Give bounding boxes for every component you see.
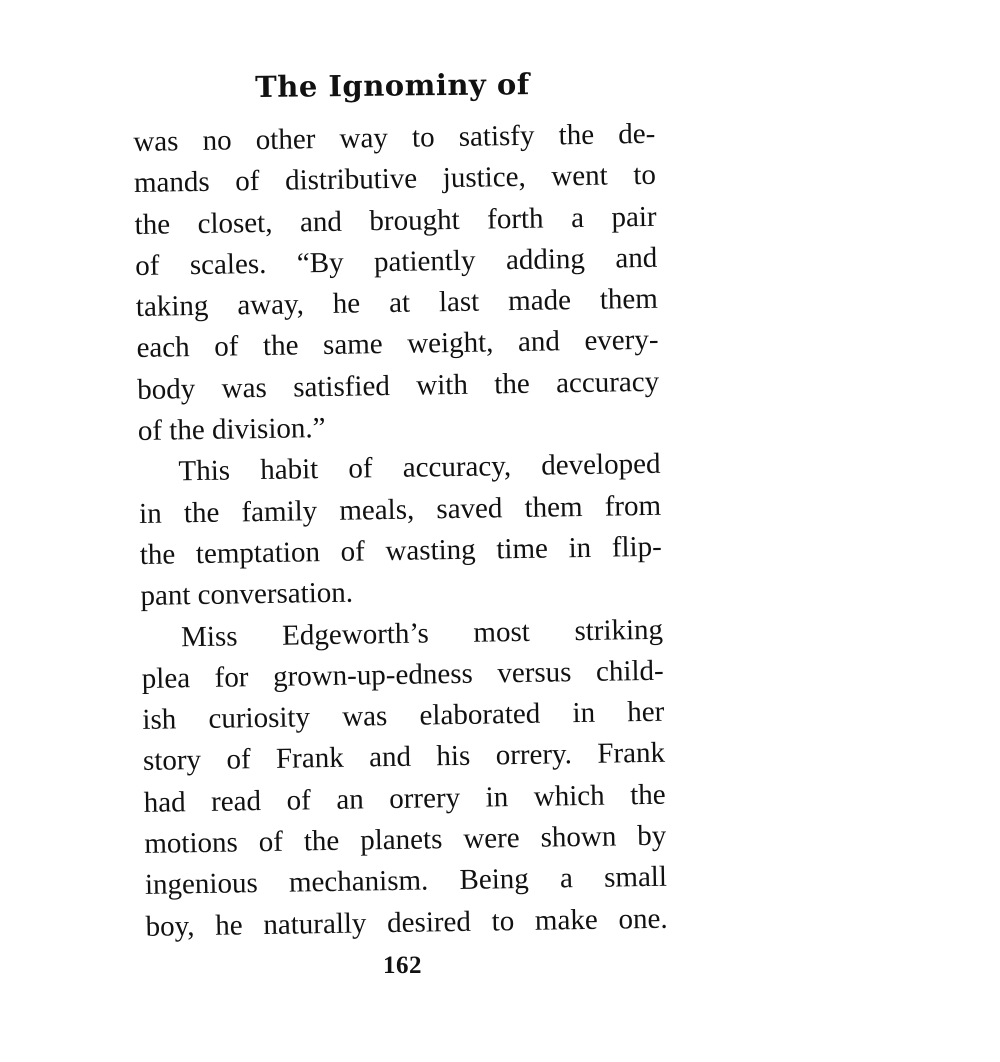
text-line: plea for grown-up-edness versus child- [141, 654, 664, 695]
text-line: mands of distributive justice, went to [133, 159, 657, 200]
text-line: the temptation of wasting time in flip- [139, 530, 662, 571]
text-line: had read of an orrery in which the [143, 778, 666, 819]
text-line: body was satisfied with the accuracy [136, 365, 660, 406]
text-line: was no other way to satisfy the de- [133, 117, 656, 158]
running-head: The Ignominy of [255, 67, 530, 104]
text-line: story of Frank and his orrery. Frank [142, 737, 666, 778]
text-line: the closet, and brought forth a pair [134, 200, 657, 241]
text-line: ingenious mechanism. Being a small [144, 861, 668, 902]
text-line: Miss Edgeworth’s most striking [180, 613, 664, 653]
text-line: each of the same weight, and every- [136, 324, 659, 365]
text-line: taking away, he at last made them [135, 282, 659, 324]
text-line: of scales. “By patiently adding and [135, 241, 658, 282]
text-line: of the division.” [137, 412, 326, 448]
text-line: ish curiosity was elaborated in her [142, 695, 665, 737]
text-line: pant conversation. [140, 576, 354, 613]
paragraph-3 [141, 609, 668, 948]
text-line: in the family meals, saved them from [138, 489, 662, 530]
text-line: boy, he naturally desired to make one. [145, 902, 668, 943]
text-line: This habit of accuracy, developed [178, 448, 661, 488]
paragraph-1 [133, 114, 660, 453]
paragraph-2 [138, 444, 663, 617]
page-number: 162 [383, 952, 422, 979]
body-text [133, 114, 668, 948]
text-line: motions of the planets were shown by [144, 819, 667, 860]
